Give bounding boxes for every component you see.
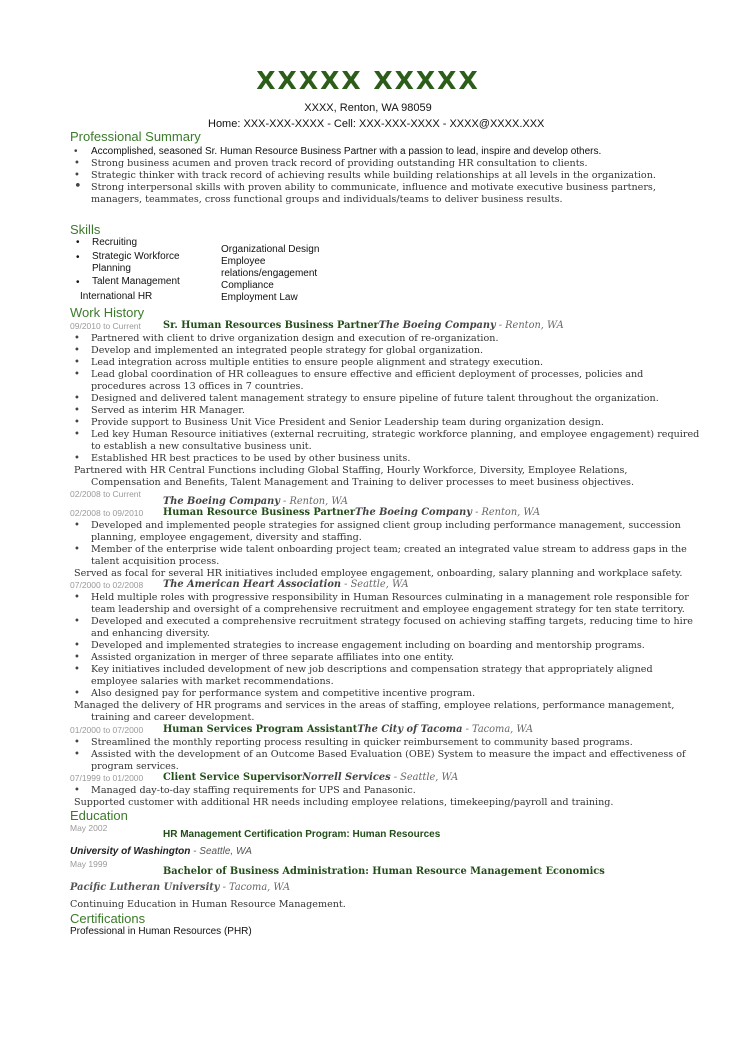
education-location: - Seattle, WA [190,846,252,857]
job-bullet: • Assisted with the development of an Outcome Based Evaluation (OBE) System to measure the impact and effectiveness of [74,749,686,760]
candidate-name: XXXXX XXXXX [256,66,480,95]
job-bullet-continued: team leadership and oversight of a comprehensive recruitment and employee engagement strategy for ten state territory. [91,604,685,615]
education-school: Pacific Lutheran University [70,882,220,893]
job-bullet-continued: talent acquisition process. [91,556,220,567]
summary-item: • Strategic thinker with track record of achieving results while building relationships at all levels in the organization. [74,170,656,181]
education-date: May 2002 [70,823,108,833]
address: XXXX, Renton, WA 98059 [304,102,432,114]
job-title-line [163,496,348,507]
skill-item: Planning [92,263,131,274]
skill-item: Employment Law [221,292,298,303]
job-title: Human Services Program Assistant [163,724,358,735]
job-location: - Seattle, WA [390,772,459,783]
job-bullet: • Partnered with client to drive organization design and execution of re-organization. [74,333,499,344]
job-bullet-continued: planning, employee engagement, diversity and staffing. [91,532,362,543]
job-employer: The Boeing Company [378,320,496,331]
summary-item: • Strong business acumen and proven track record of providing outstanding HR consultation to clients. [74,158,588,169]
skill-item: Strategic Workforce [92,251,180,262]
job-title-line [163,320,564,331]
education-school-line [70,846,252,857]
job-bullet: • Managed day-to-day staffing requirements for UPS and Panasonic. [74,785,416,796]
job-bullet-continued: program services. [91,761,179,772]
education-school-line [70,882,290,893]
skill-item: Compliance [221,280,274,291]
job-bullet: • Streamlined the monthly reporting process resulting in quicker reimbursement to community based programs. [74,737,633,748]
job-employer: The Boeing Company [163,496,280,507]
job-employer: The City of Tacoma [357,724,463,735]
job-bullet: • Lead integration across multiple entities to ensure people alignment and strategy execution. [74,357,544,368]
skill-item: Organizational Design [221,244,320,255]
job-paragraph: Served as focal for several HR initiatives included employee engagement, onboarding, salary planning and workplace safety. [74,568,683,579]
job-paragraph: Supported customer with additional HR needs including employee relations, timekeeping/payroll and training. [74,797,614,808]
contact-info: Home: XXX-XXX-XXXX - Cell: XXX-XXX-XXXX - XXXX@XXXX.XXX [208,118,545,130]
job-date: 02/2008 to Current [70,489,141,499]
job-paragraph: training and career development. [91,712,255,723]
job-paragraph: Managed the delivery of HR programs and services in the areas of staffing, employee relations, performance management, [74,700,675,711]
job-title: Sr. Human Resources Business Partner [163,320,379,331]
section-certifications: Certifications [70,911,146,926]
job-bullet: • Develop and implemented an integrated people strategy for global organization. [74,345,484,356]
job-bullet: • Developed and implemented strategies to increase engagement including on boarding and mentorship programs. [74,640,645,651]
job-bullet: • Member of the enterprise wide talent onboarding project team; created an integrated value stream to address gaps in the [74,544,687,555]
job-bullet: • Key initiatives included development of new job descriptions and compensation strategy that appropriately aligned [74,664,653,675]
skill-item: Recruiting [92,237,138,248]
skill-bullet: • [76,252,80,263]
certification-item: Professional in Human Resources (PHR) [70,926,252,937]
job-employer: Norrell Services [302,772,391,783]
job-bullet: • Established HR best practices to be used by other business units. [74,453,411,464]
job-paragraph: Compensation and Benefits, Talent Management and Training to deliver processes to meet business objectives. [91,477,634,488]
job-bullet: • Developed and implemented people strategies for assigned client group including performance management, succession [74,520,681,531]
job-bullet: • Led key Human Resource initiatives (external recruiting, strategic workforce planning, and employee engagement) required [74,429,700,440]
job-title-line [163,579,409,590]
job-location: - Renton, WA [495,320,564,331]
skill-item: Talent Management [92,276,180,287]
job-date: 02/2008 to 09/2010 [70,508,144,518]
job-title: Client Service Supervisor [163,772,303,783]
skill-item: relations/engagement [221,268,318,279]
summary-item-continued: managers, teammates, cross functional groups and individuals/teams to deliver business results. [91,194,563,205]
education-date: May 1999 [70,859,108,869]
education-location: - Tacoma, WA [219,882,291,893]
job-title-line [163,724,533,735]
job-bullet: • Served as interim HR Manager. [74,405,245,416]
section-education: Education [70,808,128,823]
education-degree: HR Management Certification Program: Human Resources [163,829,441,840]
job-paragraph: Partnered with HR Central Functions including Global Staffing, Hourly Workforce, Diversity, Employee Relations, [74,465,628,476]
skill-item: Employee [221,256,266,267]
skill-item: International HR [80,291,153,302]
education-school: University of Washington [70,846,191,857]
job-title-line [163,772,458,783]
job-bullet: • Also designed pay for performance system and competitive incentive program. [74,688,476,699]
job-date: 09/2010 to Current [70,321,141,331]
job-date: 07/1999 to 01/2000 [70,773,144,783]
job-bullet: • Provide support to Business Unit Vice President and Senior Leadership team during organization design. [74,417,604,428]
job-location: - Renton, WA [471,507,541,518]
job-location: - Seattle, WA [341,579,409,590]
job-title: Human Resource Business Partner [163,507,356,518]
job-bullet-continued: to establish a new consultative business unit. [91,441,312,452]
section-skills: Skills [70,222,101,237]
section-professional-summary: Professional Summary [70,129,201,144]
section-work-history: Work History [70,305,145,320]
skill-bullet: • [76,277,80,288]
job-employer: The Boeing Company [355,507,472,518]
summary-item: • Accomplished, seasoned Sr. Human Resource Business Partner with a passion to lead, inspire and develop others. [74,146,602,157]
education-degree: Bachelor of Business Administration: Human Resource Management Economics [163,866,605,877]
job-location: - Renton, WA [279,496,348,507]
job-employer: The American Heart Association [163,579,342,590]
skill-bullet: • [76,237,80,248]
job-date: 07/2000 to 02/2008 [70,580,144,590]
job-bullet-continued: procedures across 13 offices in 7 countries. [91,381,304,392]
job-bullet-continued: employee salaries with market recommendations. [91,676,334,687]
job-date: 01/2000 to 07/2000 [70,725,144,735]
job-bullet: • Developed and executed a comprehensive recruitment strategy focused on achieving staffing targets, reducing time to hire [74,616,693,627]
job-location: - Tacoma, WA [462,724,534,735]
education-note: Continuing Education in Human Resource Management. [70,899,346,910]
job-bullet: • Lead global coordination of HR colleagues to ensure effective and efficient deployment of processes, policies and [74,369,644,380]
job-bullet: • Held multiple roles with progressive responsibility in Human Resources culminating in a management role responsible for [74,592,689,603]
job-title-line [163,507,540,518]
summary-item: • Strong interpersonal skills with proven ability to communicate, influence and motivate executive business partners, [74,179,656,194]
job-bullet-continued: and enhancing diversity. [91,628,210,639]
job-bullet: • Assisted organization in merger of three separate affiliates into one entity. [74,652,454,663]
job-bullet: • Designed and delivered talent management strategy to ensure pipeline of future talent throughout the organization. [74,393,659,404]
